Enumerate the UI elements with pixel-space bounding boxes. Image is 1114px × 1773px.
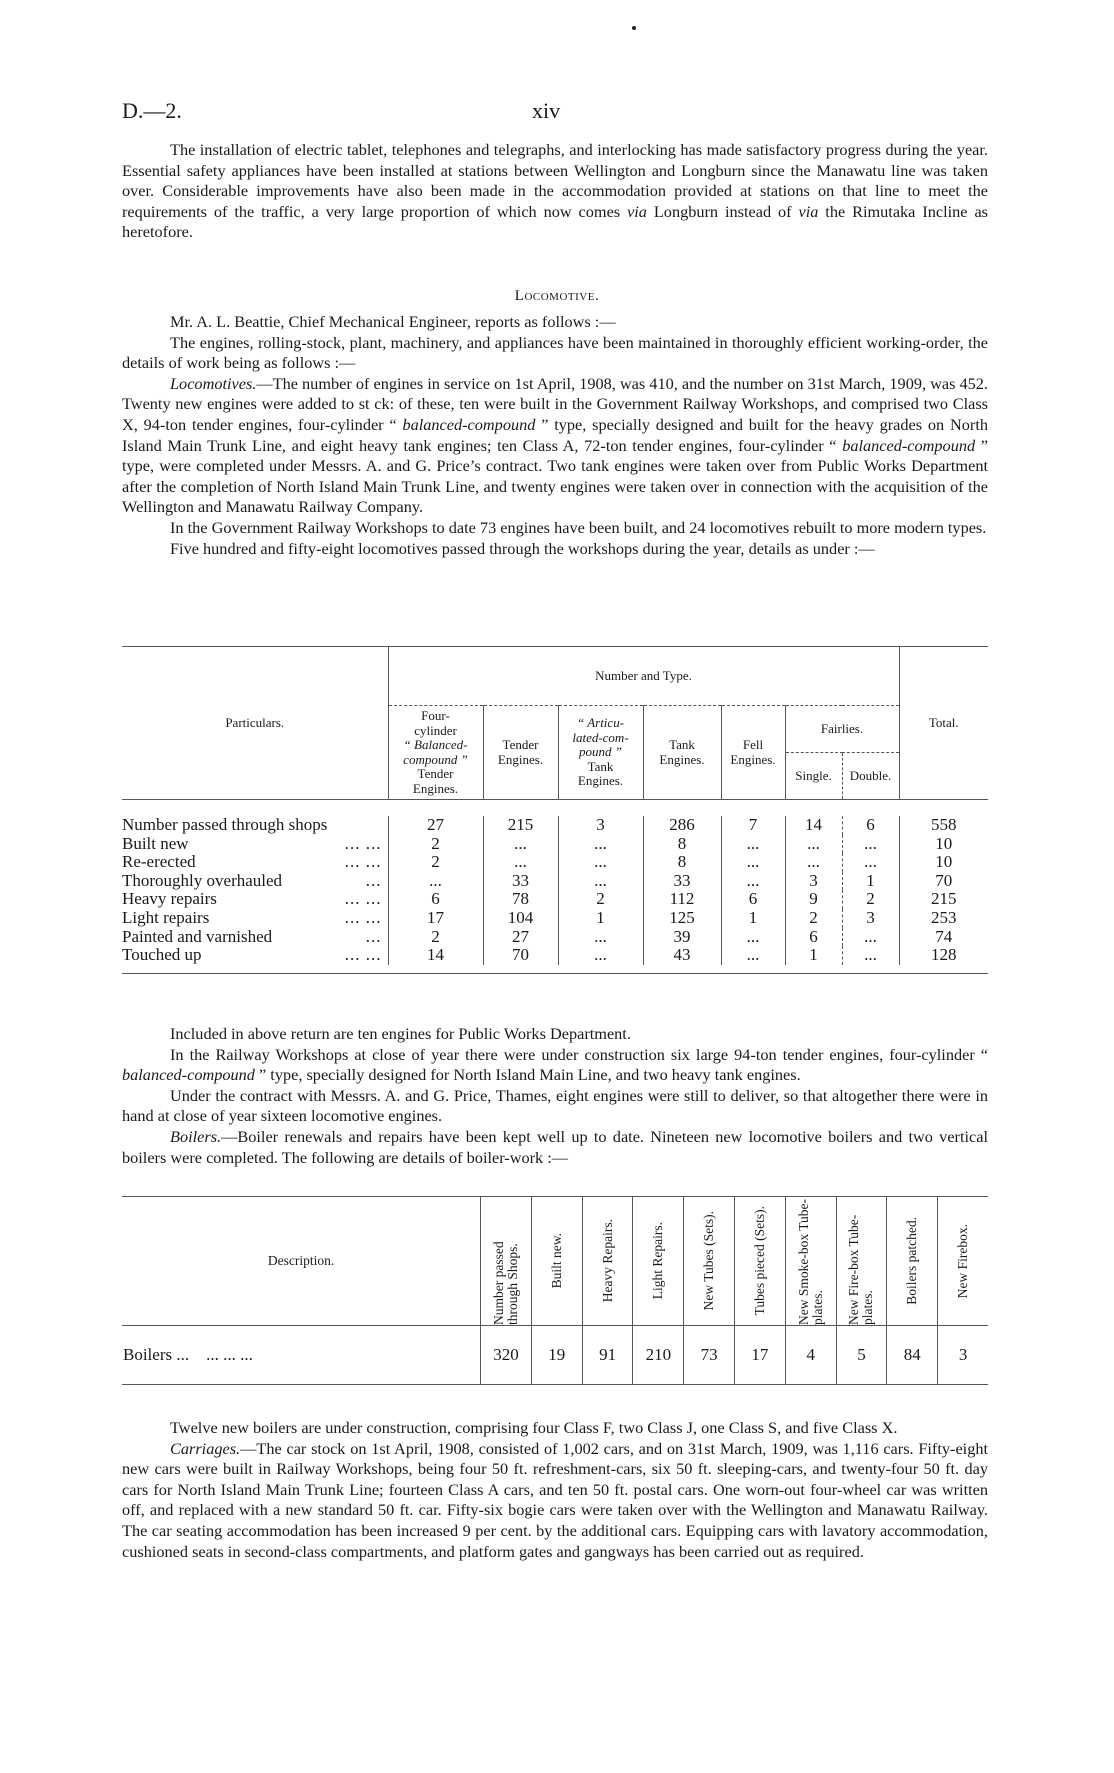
fairlies-header: Fairlies.: [785, 706, 899, 753]
construction-paragraph: In the Railway Workshops at close of year there were under construction six large 94-ton tender engines, four-cylinder “ balanced-compound ” type, specially designed for North Island Main Line, and two heavy tank engines.: [122, 1044, 988, 1085]
boiler-col-header: Number passed through Shops.: [481, 1197, 532, 1326]
cell-tank: 8: [643, 835, 721, 854]
cell-total: 558: [899, 816, 988, 835]
closing-section: [122, 1418, 988, 1562]
cell-double: ...: [842, 835, 899, 854]
table-row: [122, 835, 988, 854]
table-row: [122, 853, 988, 872]
cell-fell: 7: [721, 816, 785, 835]
cell-tank: 33: [643, 872, 721, 891]
cell-tender: 70: [483, 946, 558, 965]
row-label: Heavy repairs ... ...: [122, 889, 382, 909]
tank-engines-header: Tank Engines.: [643, 706, 721, 800]
cell-artic: ...: [558, 853, 643, 872]
cell-fell: ...: [721, 946, 785, 965]
cell-double: 2: [842, 890, 899, 909]
table-row: [122, 909, 988, 928]
table-row: [122, 816, 988, 835]
cell-single: 1: [785, 946, 842, 965]
cell-fell: 1: [721, 909, 785, 928]
boiler-value: 5: [836, 1326, 887, 1385]
cell-tank: 8: [643, 853, 721, 872]
cell-tender: 104: [483, 909, 558, 928]
four-cylinder-header: Four- cylinder “ Balanced- compound ” Tender Engines.: [388, 706, 483, 800]
maintained-paragraph: The engines, rolling-stock, plant, machinery, and appliances have been maintained in thoroughly efficient working-order, the details of work being as follows :—: [122, 332, 988, 373]
row-label: Built new ... ...: [122, 833, 382, 853]
row-label: Thoroughly overhauled ...: [122, 870, 382, 890]
table-row: [122, 890, 988, 909]
cell-four: ...: [388, 872, 483, 891]
boiler-value: 73: [684, 1326, 735, 1385]
single-header: Single.: [785, 753, 842, 800]
fell-engines-header: Fell Engines.: [721, 706, 785, 800]
boiler-value: 19: [531, 1326, 582, 1385]
cell-four: 6: [388, 890, 483, 909]
total-header: Total.: [899, 647, 988, 800]
cell-single: 3: [785, 872, 842, 891]
cell-tender: ...: [483, 835, 558, 854]
boiler-col-header: Built new.: [531, 1197, 582, 1326]
cell-total: 253: [899, 909, 988, 928]
contract-paragraph: Under the contract with Messrs. A. and G. Price, Thames, eight engines were still to deliver, so that altogether there were in hand at close of year sixteen locomotive engines.: [122, 1085, 988, 1126]
after-table-section: [122, 1024, 988, 1168]
cell-tank: 125: [643, 909, 721, 928]
cell-tender: 78: [483, 890, 558, 909]
boiler-col-header: New Smoke-box Tube-plates.: [785, 1197, 836, 1326]
boiler-col-header: Boilers patched.: [887, 1197, 938, 1326]
included-line: Included in above return are ten engines for Public Works Department.: [170, 1024, 631, 1043]
cell-single: 2: [785, 909, 842, 928]
cell-double: ...: [842, 853, 899, 872]
cell-tank: 39: [643, 928, 721, 947]
boiler-col-header: New Firebox.: [938, 1197, 988, 1326]
cell-single: ...: [785, 835, 842, 854]
boiler-value: 4: [785, 1326, 836, 1385]
cell-artic: 3: [558, 816, 643, 835]
boiler-col-header: New Tubes (Sets).: [684, 1197, 735, 1326]
boiler-col-header: New Fire-box Tube-plates.: [836, 1197, 887, 1326]
locomotive-section: [122, 312, 988, 559]
workshops-paragraph: In the Government Railway Workshops to date 73 engines have been built, and 24 locomotives rebuilt to more modern types.: [170, 517, 987, 537]
cell-total: 215: [899, 890, 988, 909]
cell-artic: 2: [558, 890, 643, 909]
cell-single: 6: [785, 928, 842, 947]
double-header: Double.: [842, 753, 899, 800]
cell-artic: ...: [558, 928, 643, 947]
number-and-type-header: Number and Type.: [388, 647, 899, 706]
cell-double: 6: [842, 816, 899, 835]
locomotive-table: [122, 646, 988, 974]
locomotives-paragraph: Locomotives.—The number of engines in service on 1st April, 1908, was 410, and the number on 31st March, 1909, was 452. Twenty new engines were added to st ck: of these, ten were built in the Government Railway Workshops, and comprised two Class X, 94-ton tender engines, four-cylinder “ balanced-compound ” type, specially designed and built for the heavy grades on North Island Main Trunk Line, and eight heavy tank engines; ten Class A, 72-ton tender engines, four-cylinder “ balanced-compound ” type, were completed under Messrs. A. and G. Price’s contract. Two tank engines were taken over from Public Works Department after the completion of North Island Main Trunk Line, and twenty engines were taken over in connection with the acquisition of the Wellington and Manawatu Railway Company.: [122, 373, 989, 517]
table-row: [122, 946, 988, 965]
section-heading: Locomotive.: [514, 288, 600, 304]
cell-fell: ...: [721, 872, 785, 891]
row-label: Number passed through shops: [122, 815, 328, 834]
ink-dot: [632, 26, 636, 30]
cell-single: 9: [785, 890, 842, 909]
cell-artic: ...: [558, 872, 643, 891]
cell-fell: ...: [721, 928, 785, 947]
boiler-value: 320: [481, 1326, 532, 1385]
cell-four: 17: [388, 909, 483, 928]
cell-four: 27: [388, 816, 483, 835]
intro-paragraph: [122, 140, 988, 243]
row-label: Painted and varnished ...: [122, 926, 382, 946]
boilers-paragraph: Boilers.—Boiler renewals and repairs have been kept well up to date. Nineteen new locomotive boilers and two vertical boilers were completed. The following are details of boiler-work :—: [122, 1126, 988, 1167]
cell-fell: ...: [721, 853, 785, 872]
articulated-header: “ Articu- lated-com- pound ” Tank Engines.: [558, 706, 643, 800]
boiler-col-header: Tubes pieced (Sets).: [735, 1197, 786, 1326]
cell-double: ...: [842, 946, 899, 965]
carriages-paragraph: Carriages.—The car stock on 1st April, 1908, consisted of 1,002 cars, and on 31st March, 1909, was 1,116 cars. Fifty-eight new cars were built in Railway Workshops, being four 50 ft. refreshment-cars, six 50 ft. sleeping-cars, and twenty-four 50 ft. day cars for North Island Main Trunk Line; fourteen Class A cars, and ten 50 ft. postal cars. One worn-out four-wheel car was written off, and replaced with a new standard 50 ft. car. Fifty-six bogie cars were taken over with the Wellington and Manawatu Railway. The car seating accommodation has been increased 9 per cent. by the additional cars. Equipping cars with lavatory accommodation, cushioned seats in second-class compartments, and platform gates and gangways has been carried out as required.: [122, 1438, 988, 1561]
table-row: [122, 872, 988, 891]
cell-artic: ...: [558, 946, 643, 965]
cell-tender: 33: [483, 872, 558, 891]
cell-four: 2: [388, 928, 483, 947]
cell-total: 128: [899, 946, 988, 965]
boiler-value: 91: [582, 1326, 633, 1385]
cell-fell: 6: [721, 890, 785, 909]
cell-single: ...: [785, 853, 842, 872]
cell-artic: ...: [558, 835, 643, 854]
cell-four: 2: [388, 835, 483, 854]
particulars-header: Particulars.: [122, 647, 388, 800]
intro-text: The installation of electric tablet, telephones and telegraphs, and interlocking has made satisfactory progress during the year. Essential safety appliances have been installed at stations between Wellington and Longburn since the Manawatu line was taken over. Considerable improvements have also been made in the accommodation provided at stations on that line to meet the requirements of the traffic, a very large proportion of which now comes via Longburn instead of via the Rimutaka Incline as heretofore.: [122, 140, 989, 242]
boiler-col-header: Heavy Repairs.: [582, 1197, 633, 1326]
cell-tender: ...: [483, 853, 558, 872]
boiler-value: 210: [633, 1326, 684, 1385]
cell-artic: 1: [558, 909, 643, 928]
boilers-row-label: Boilers ... ... ... ...: [122, 1326, 481, 1385]
cell-tank: 112: [643, 890, 721, 909]
cell-single: 14: [785, 816, 842, 835]
twelve-boilers-paragraph: Twelve new boilers are under construction, comprising four Class F, two Class J, one Class S, and five Class X.: [170, 1418, 898, 1437]
cell-tender: 215: [483, 816, 558, 835]
boiler-table: [122, 1196, 988, 1385]
five-hundred-paragraph: Five hundred and fifty-eight locomotives passed through the workshops during the year, details as under :—: [170, 538, 875, 558]
table-row: [122, 928, 988, 947]
document-code: D.—2.: [122, 98, 182, 123]
cell-total: 74: [899, 928, 988, 947]
cell-double: ...: [842, 928, 899, 947]
cell-double: 1: [842, 872, 899, 891]
tender-engines-header: Tender Engines.: [483, 706, 558, 800]
cell-fell: ...: [721, 835, 785, 854]
cell-four: 2: [388, 853, 483, 872]
cell-total: 70: [899, 872, 988, 891]
row-label: Re-erected ... ...: [122, 852, 382, 872]
row-label: Touched up ... ...: [122, 945, 382, 965]
boiler-col-header: Light Repairs.: [633, 1197, 684, 1326]
cell-total: 10: [899, 835, 988, 854]
description-header: Description.: [122, 1197, 481, 1326]
cell-four: 14: [388, 946, 483, 965]
boiler-value: 84: [887, 1326, 938, 1385]
cell-tank: 43: [643, 946, 721, 965]
boiler-value: 17: [735, 1326, 786, 1385]
row-label: Light repairs ... ...: [122, 907, 382, 927]
cell-tank: 286: [643, 816, 721, 835]
reports-line: Mr. A. L. Beattie, Chief Mechanical Engineer, reports as follows :—: [170, 312, 616, 331]
page-number: xiv: [532, 98, 561, 123]
cell-tender: 27: [483, 928, 558, 947]
cell-total: 10: [899, 853, 988, 872]
cell-double: 3: [842, 909, 899, 928]
boiler-value: 3: [938, 1326, 988, 1385]
